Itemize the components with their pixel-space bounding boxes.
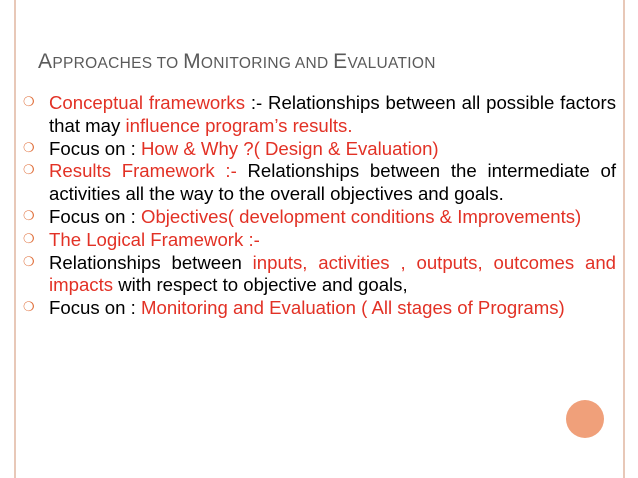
item-highlight: Conceptual frameworks (49, 92, 245, 113)
list-item (22, 206, 616, 229)
item-highlight: Monitoring and Evaluation ( All stages of Programs) (140, 297, 565, 319)
item-highlight: Results Framework :- (49, 160, 237, 182)
list-item (22, 92, 616, 138)
list-item (22, 160, 616, 206)
right-border-line (623, 0, 625, 478)
item-highlight: The Logical Framework :- (49, 228, 260, 250)
bullet-circle-icon: ❍ (23, 140, 35, 156)
title-cap: M (183, 50, 201, 73)
bullet-circle-icon: ❍ (23, 163, 35, 179)
title-cap: E (333, 50, 348, 73)
title-rest: ONITORING AND (200, 55, 334, 72)
bullet-circle-icon: ❍ (23, 300, 35, 316)
left-border-line (14, 0, 16, 478)
item-text: Focus on : (49, 137, 141, 159)
bullet-circle-icon: ❍ (23, 231, 35, 247)
list-item (22, 297, 616, 320)
item-highlight: How & Why ?( Design & Evaluation) (140, 137, 439, 159)
title-rest: VALUATION (347, 55, 436, 72)
item-text: Focus on : (49, 205, 141, 227)
item-text: with respect to objective and goals, (113, 274, 408, 296)
title-cap: A (38, 50, 53, 73)
decorative-circle (566, 400, 604, 438)
item-text: :- Relationships between all possible factors that may (49, 92, 616, 136)
slide-title (38, 50, 618, 74)
item-text: Focus on : (49, 297, 141, 319)
list-item (22, 229, 616, 252)
bullet-list (22, 92, 616, 320)
bullet-circle-icon: ❍ (23, 95, 35, 110)
item-highlight: influence program’s results. (125, 114, 353, 136)
list-item (22, 252, 616, 298)
bullet-circle-icon: ❍ (23, 208, 35, 224)
title-rest: PPROACHES TO (52, 55, 184, 72)
list-item (22, 138, 616, 161)
item-highlight: inputs, activities , outputs, outcomes and impacts (49, 251, 616, 296)
item-text: Relationships between (49, 251, 253, 273)
bullet-circle-icon: ❍ (23, 254, 35, 270)
item-highlight: Objectives( development conditions & Improvements) (140, 205, 582, 227)
item-text: Relationships between the intermediate of activities all the way to the overall objectives and goals. (49, 160, 616, 205)
